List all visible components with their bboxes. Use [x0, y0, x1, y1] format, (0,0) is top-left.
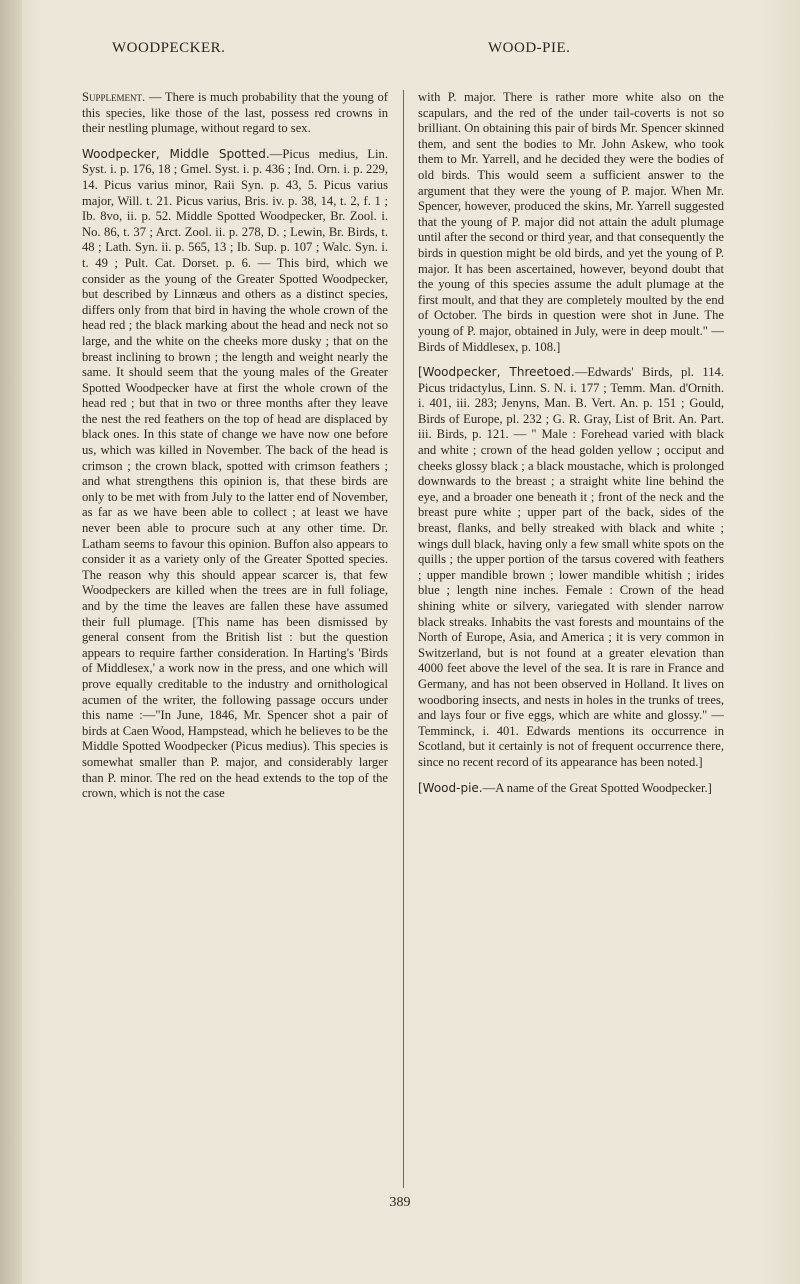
supplement-paragraph	[82, 90, 388, 137]
entry-headword: [Wood-pie.	[418, 780, 483, 795]
entry-threetoed-woodpecker	[418, 365, 724, 770]
running-head-left: WOODPECKER.	[112, 40, 226, 56]
entry-text: —A name of the Great Spotted Woodpecker.]	[482, 780, 712, 795]
entry-headword: Woodpecker, Middle Spotted.	[82, 146, 270, 161]
entry-text: —Picus medius, Lin. Syst. i. p. 176, 18 ; Gmel. Syst. i. p. 436 ; Ind. Orn. i. p. 229, 14. Picus varius minor, Raii Syn. p. 43, 5. Picus varius major, Will. t. 21. Picus varius, Bris. iv. p. 38, 14, t. 2, f. 1 ; Ib. 8vo, ii. p. 52. Middle Spotted Woodpecker, Br. Zool. i. No. 86, t. 37 ; Arct. Zool. ii. p. 278, D. ; Lewin, Br. Birds, t. 48 ; Lath. Syn. ii. p. 565, 13 ; Ib. Sup. p. 107 ; Walc. Syn. i. t. 49 ; Pult. Cat. Dorset. p. 6. — This bird, which we consider as the young of the Greater Spotted Woodpecker, but described by Linnæus and others as a distinct species, differs only from that bird in having the whole crown of the head red ; the black marking about the head and neck not so large, and the white on the cheeks more dusky ; that on the breast inclining to brown ; the length and weight nearly the same. It should seem that the young males of the Greater Spotted Woodpecker have at first the whole crown of the head red ; but that in two or three months after they leave the nest the red feathers on the top of head are displaced by black ones. In this state of change we have now one before us, which was killed in November. The back of the head is crimson ; the crown black, spotted with crimson feathers ; and what strengthens this opinion is, that these birds are only to be met with from July to the latter end of November, as far as we have been able to collect ; at least we have never been able to procure such at any other time. Dr. Latham seems to favour this opinion. Buffon also appears to consider it as a variety only of the Greater Spotted species. The reason why this should appear scarcer is, that few Woodpeckers are killed when the trees are in full foliage, and by the time the leaves are fallen these have assumed their full plumage. [This name has been dismissed by general consent from the British list : but the question appears to require farther consideration. In Harting's 'Birds of Middlesex,' a work now in the press, and one which will prove equally creditable to the industry and ornithological acumen of the writer, the following passage occurs under this name :—"In June, 1846, Mr. Spencer shot a pair of birds at Caen Wood, Hampstead, which he believes to be the Middle Spotted Woodpecker (Picus medius). This species is somewhat smaller than P. major, and considerably larger than P. minor. The red on the head extends to the top of the crown, which is not the case	[82, 146, 388, 801]
supplement-label: Supplement.	[82, 90, 146, 104]
page-gutter-shadow	[0, 0, 22, 1284]
entry-middle-spotted-woodpecker	[82, 147, 388, 802]
entry-text: —Edwards' Birds, pl. 114. Picus tridactylus, Linn. S. N. i. 177 ; Temm. Man. d'Ornith. i. 401, iii. 283; Jenyns, Man. B. Vert. An. p. 151 ; Gould, Birds of Europe, pl. 232 ; G. R. Gray, List of Brit. An. Part. iii. Birds, p. 121. — " Male : Forehead varied with black and white ; crown of the head golden yellow ; occiput and cheeks glossy black ; a black moustache, which is prolonged downwards to the breast ; a straight white line behind the eye, and a broader one beneath it ; front of the neck and the breast pure white ; upper part of the back, sides of the breast, flanks, and belly streaked with black and white ; wings dull black, having only a few small white spots on the quills ; the upper portion of the tarsus covered with feathers ; upper mandible brown ; lower mandible whitish ; irides blue ; length nine inches. Female : Crown of the head shining white or silvery, variegated with slender narrow black streaks. Inhabits the vast forests and mountains of the North of Europe, Asia, and America ; it is very common in Switzerland, but is not found at a greater elevation than 4000 feet above the level of the sea. It is rare in France and Germany, and has not been observed in Holland. It lives on woodboring insects, and nests in holes in the trunks of trees, and lays four or five eggs, which are white and glossy." — Temminck, i. 401. Edwards mentions its occurrence in Scotland, but it certainly is not of frequent occurrence there, since no recent record of its appearance has been noted.]	[418, 365, 724, 769]
left-column	[82, 90, 388, 812]
right-column	[418, 90, 724, 806]
continued-paragraph: with P. major. There is rather more white also on the scapulars, and the red of the under tail-coverts is not so brilliant. On obtaining this pair of birds Mr. Spencer skinned them, and sent the bodies to Mr. John Askew, who took them to Mr. Yarrell, and he decided they were the bodies of old birds. This would seem a sufficient answer to the argument that they were the young of P. major. When Mr. Spencer, however, produced the skins, Mr. Yarrell suggested that the young of P. major did not attain the adult plumage until after the second or third year, and that consequently the birds in question might be old birds, and yet the young of P. major. It has been ascertained, however, beyond doubt that the young of this species assume the adult plumage at the first moult, and that they are completely moulted by the end of October. The birds in question were shot in June. The young of P. major, obtained in July, were in deep moult." — Birds of Middlesex, p. 108.]	[418, 90, 724, 354]
running-head-right: WOOD-PIE.	[488, 40, 571, 56]
column-divider	[403, 90, 404, 1188]
page-number: 389	[389, 1195, 411, 1210]
entry-wood-pie	[418, 781, 724, 797]
supplement-text: — There is much probability that the young of this species, like those of the last, possess red crowns in their nestling plumage, without regard to sex.	[82, 90, 388, 136]
entry-headword: [Woodpecker, Threetoed.	[418, 365, 575, 380]
